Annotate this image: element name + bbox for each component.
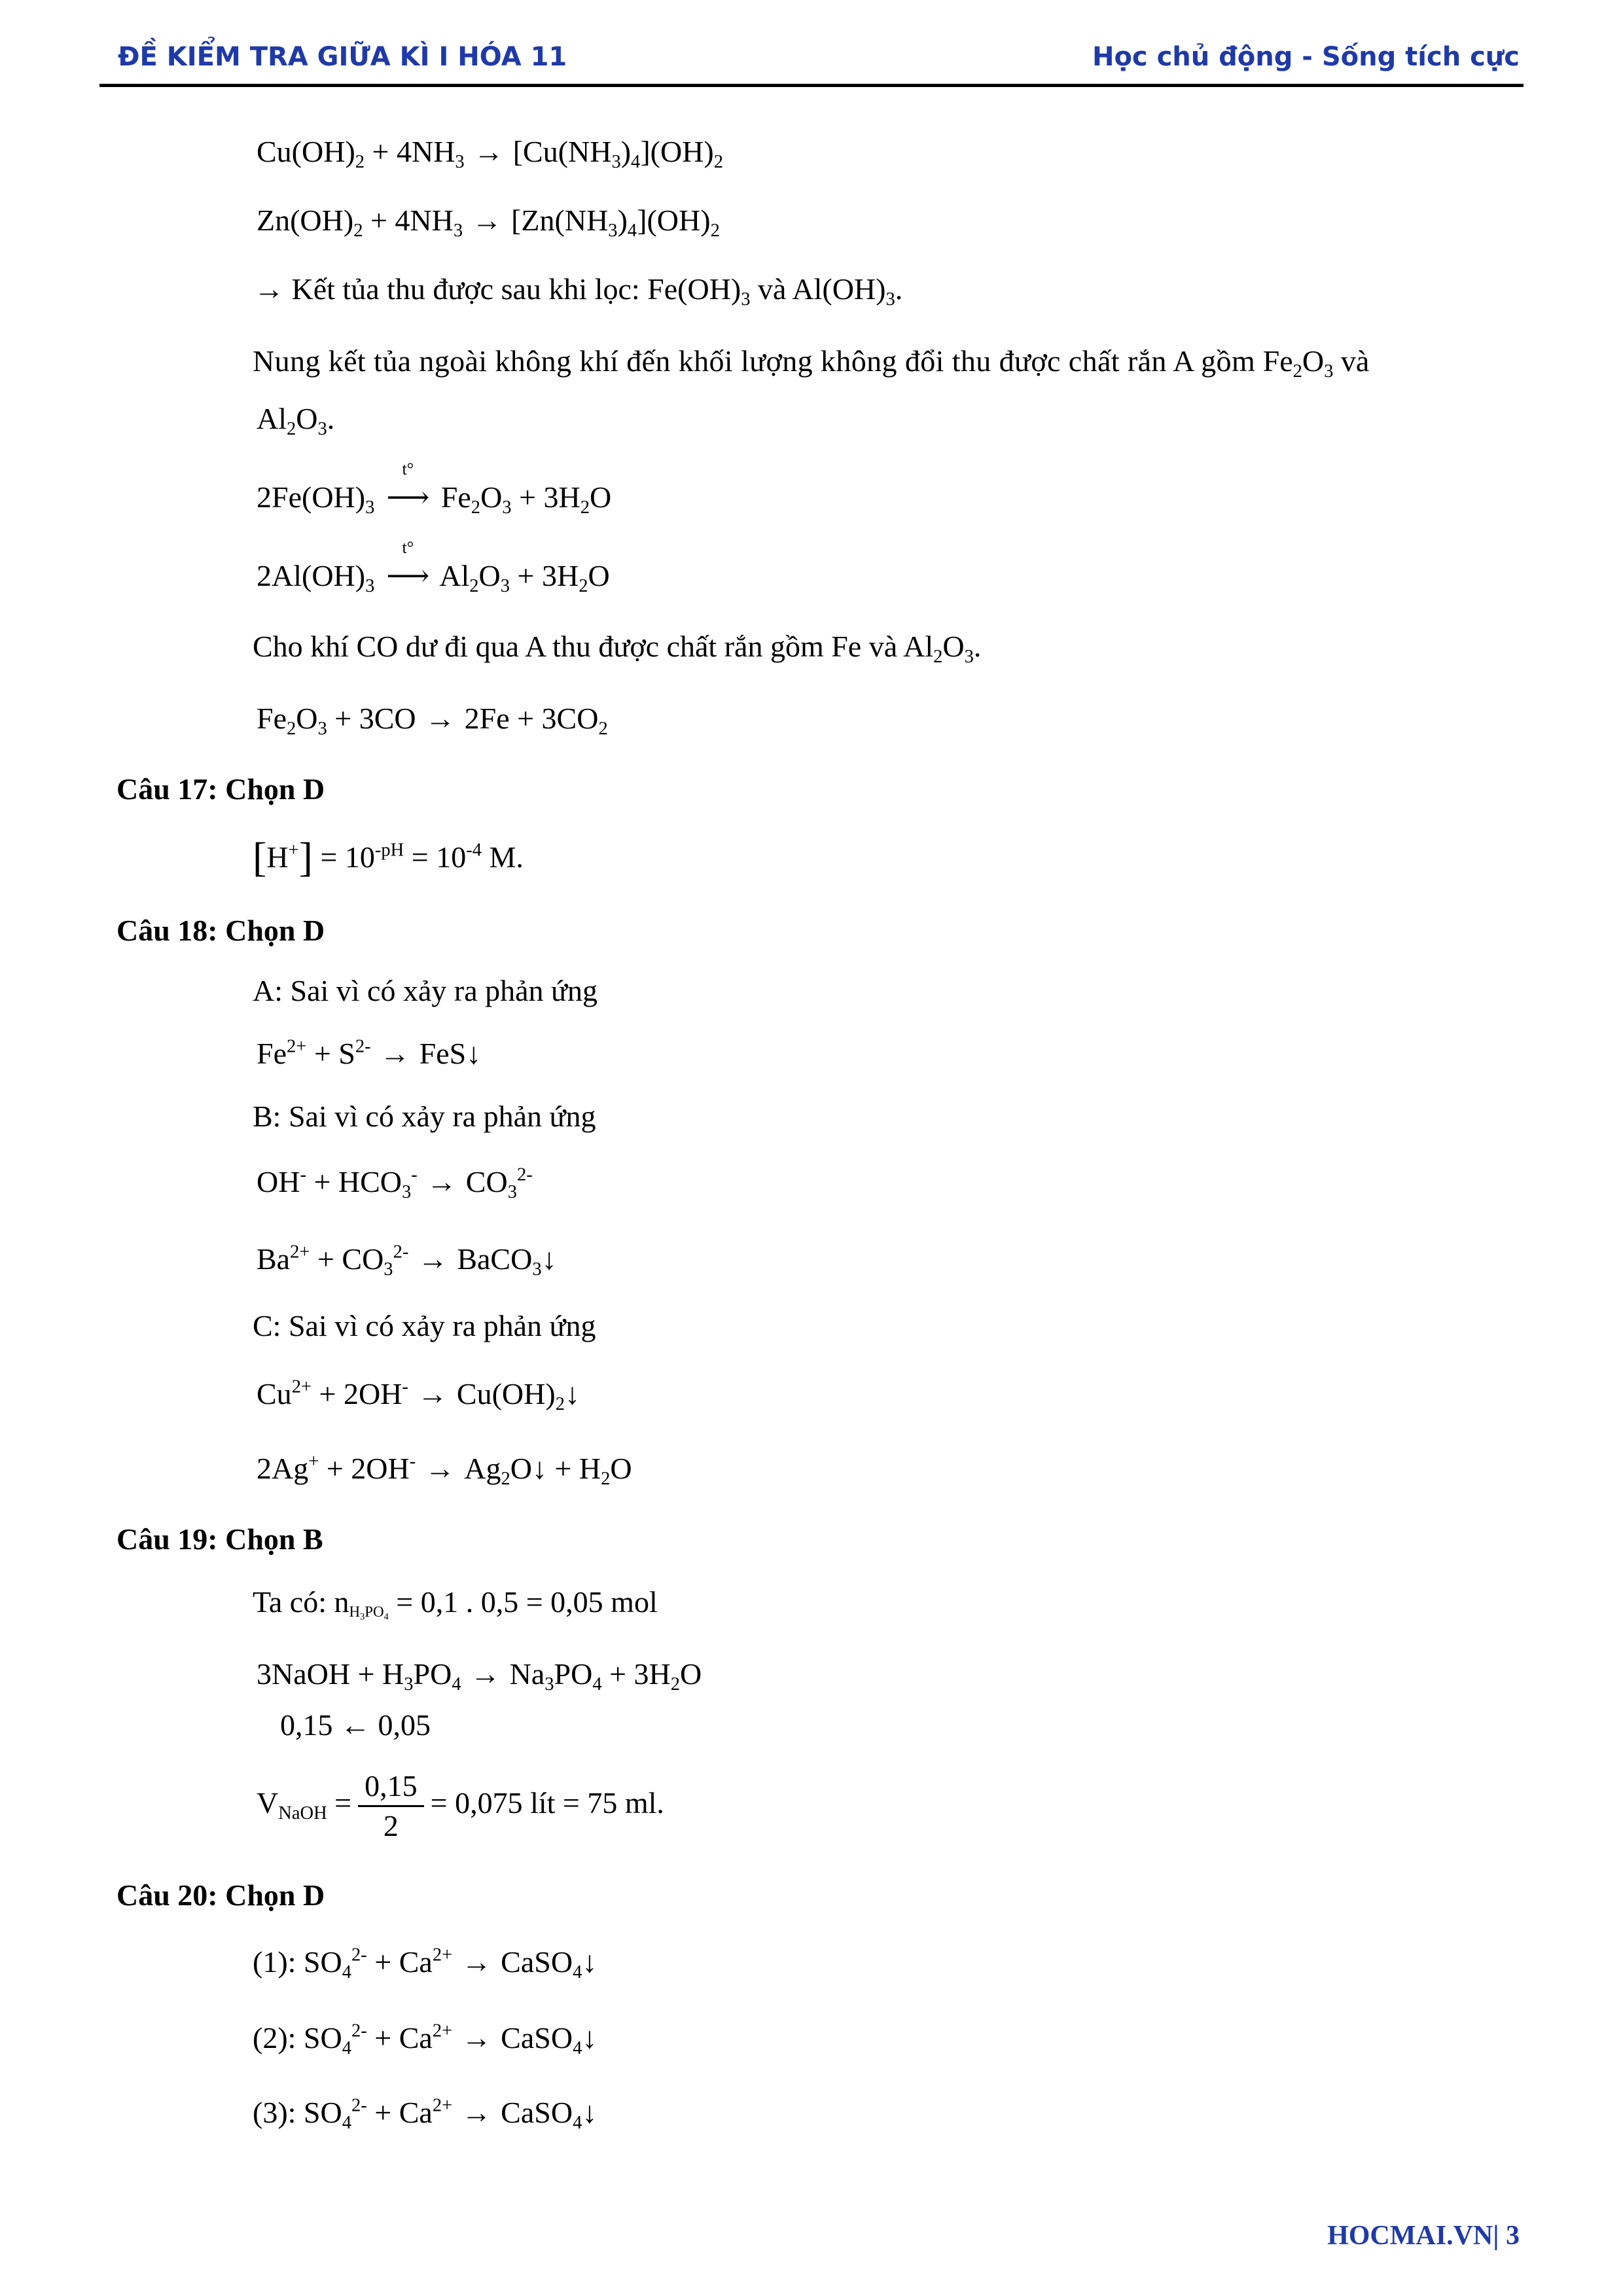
eq-co-reduction: $Fe_2O_3 + 3CO \to 2Fe + 3CO_2$ xyxy=(257,702,608,740)
va-word: và xyxy=(1340,344,1370,378)
va-word: và xyxy=(758,272,787,306)
eq-zn-nh3: $Zn(OH)_2 + 4NH_3 \to [Zn(NH_3)_4](OH)_2$ xyxy=(257,204,720,242)
fraction-numerator: 0,15 xyxy=(358,1767,424,1807)
eq-fe-heat: $2Fe(OH)_3$ t° ⟶ $Fe_2O_3 + 3H_2O$ xyxy=(257,459,612,518)
cau18-a-text: A: Sai vì có xảy ra phản ứng xyxy=(253,974,597,1007)
cau18-title: Câu 18: Chọn D xyxy=(116,914,325,947)
header-title-left: ĐỀ KIỂM TRA GIỮA KÌ I HÓA 11 xyxy=(118,42,567,72)
nung-text: Nung kết tủa ngoài không khí đến khối lượng không đổi thu được chất rắn A gồm xyxy=(253,344,1256,378)
cau18-b-text: B: Sai vì có xảy ra phản ứng xyxy=(253,1100,596,1133)
fraction-denominator: 2 xyxy=(383,1809,399,1842)
cau18-b-eq1: $OH^- + HCO_3^- \to CO_3^{2-}$ xyxy=(257,1164,533,1203)
cau19-mol-line: 0,15 ← 0,05 xyxy=(280,1708,431,1742)
cau20-title: Câu 20: Chọn D xyxy=(116,1878,325,1912)
cau19-calc: = 0,1 . 0,5 = 0,05 mol xyxy=(396,1585,658,1619)
cau17-title: Câu 17: Chọn D xyxy=(116,772,325,806)
cau17-eq: $[H^+] = 10^{-pH} = 10^{-4}$ M. xyxy=(253,834,524,880)
cau18-a-eq: $Fe^{2+} + S^{2-}$ → FeS↓ xyxy=(257,1036,482,1070)
eq-al-heat: $2Al(OH)_3$ t° ⟶ $Al_2O_3 + 3H_2O$ xyxy=(257,538,610,597)
co-line: Cho khí CO dư đi qua A thu được chất rắn gồm Fe và $Al_2O_3$. xyxy=(253,630,982,668)
cau20-label-3: (3): xyxy=(253,2096,296,2129)
heat-label: t° xyxy=(402,459,414,478)
cau20-label-1: (1): xyxy=(253,1945,296,1979)
loc-text: Kết tủa thu được sau khi lọc: xyxy=(291,272,640,306)
co-text: Cho khí CO dư đi qua A thu được chất rắn gồm Fe và xyxy=(253,630,898,663)
cau20-label-2: (2): xyxy=(253,2021,296,2054)
cau19-taco-line: Ta có: $n_{H_3PO_4} = 0,1$ . 0,5 = 0,05 mol xyxy=(253,1585,658,1623)
cau20-eq3: (3): $SO_4^{2-} + Ca^{2+}$ → CaSO$_4$↓ xyxy=(253,2095,597,2134)
cau20-eq2: (2): $SO_4^{2-} + Ca^{2+}$ → CaSO$_4$↓ xyxy=(253,2020,597,2059)
header-slogan: Học chủ động - Sống tích cực xyxy=(1092,42,1520,72)
cau19-result: = 0,075 lít = 75 ml. xyxy=(430,1786,664,1820)
cau18-c-eq2: $2Ag^+ + 2OH^- \to Ag_2O↓ + H_2O$ xyxy=(257,1451,632,1490)
eq-cu-nh3: $Cu(OH)_2 + 4NH_3 \to [Cu(NH_3)_4](OH)_2$ xyxy=(257,135,723,173)
cau18-c-text: C: Sai vì có xảy ra phản ứng xyxy=(253,1309,596,1342)
heat-label: t° xyxy=(402,538,414,557)
cau19-volume: $V_{NaOH}$ = $\frac{0,15}{2}$ = 0,075 lít = 75 ml. xyxy=(257,1767,664,1845)
al2o3-line: $Al_2O_3$. xyxy=(257,402,335,440)
cau19-title: Câu 19: Chọn B xyxy=(116,1522,323,1556)
footer-page-number: HOCMAI.VN| 3 xyxy=(1327,2221,1520,2251)
header-divider xyxy=(99,84,1524,87)
taco-text: Ta có: xyxy=(253,1585,327,1619)
cau20-eq1: (1): $SO_4^{2-} + Ca^{2+}$ → CaSO$_4$↓ xyxy=(253,1945,597,1983)
cau18-b-eq2: $Ba^{2+} + CO_3^{2-}$ → BaCO$_3$↓ xyxy=(257,1242,557,1280)
fraction xyxy=(358,1767,424,1845)
cau18-c-eq1: $Cu^{2+} + 2OH^-$ → $Cu(OH)_2↓$ xyxy=(257,1376,580,1415)
cau19-eq: 3NaOH + $H_3PO_4 \to Na_3PO_4 + 3H_2O$ xyxy=(257,1657,702,1695)
loc-line: → Kết tủa thu được sau khi lọc: $Fe(OH)_3$ và $Al(OH)_3$. xyxy=(254,272,903,310)
nung-line: Nung kết tủa ngoài không khí đến khối lượng không đổi thu được chất rắn A gồm $Fe_2O_3$ và xyxy=(253,344,1370,382)
